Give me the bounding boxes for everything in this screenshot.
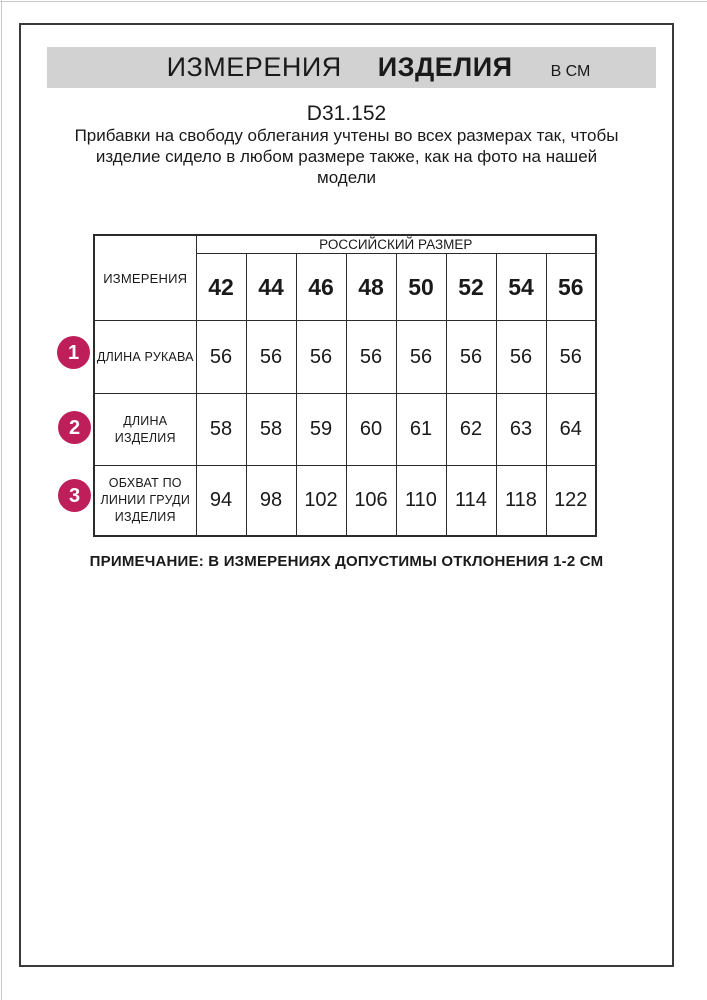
cell-value: 63 <box>496 394 546 466</box>
cell-value: 56 <box>496 321 546 394</box>
cell-value: 64 <box>546 394 596 466</box>
cell-value: 56 <box>246 321 296 394</box>
cell-value: 56 <box>346 321 396 394</box>
cell-value: 56 <box>546 321 596 394</box>
description-line: модели <box>317 168 376 187</box>
note-text: ПРИМЕЧАНИЕ: В ИЗМЕРЕНИЯХ ДОПУСТИМЫ ОТКЛОНЕНИЯ 1-2 СМ <box>89 553 604 570</box>
size-col-header: 44 <box>246 254 296 321</box>
row-label: ОБХВАТ ПО ЛИНИИ ГРУДИ ИЗДЕЛИЯ <box>94 466 196 537</box>
cell-value: 58 <box>196 394 246 466</box>
cell-value: 106 <box>346 466 396 537</box>
size-col-header: 50 <box>396 254 446 321</box>
cell-value: 98 <box>246 466 296 537</box>
size-col-header: 54 <box>496 254 546 321</box>
cell-value: 122 <box>546 466 596 537</box>
table-row <box>94 321 596 394</box>
size-col-header: 46 <box>296 254 346 321</box>
size-table <box>93 234 597 537</box>
cell-value: 61 <box>396 394 446 466</box>
table-row <box>94 466 596 537</box>
cell-value: 114 <box>446 466 496 537</box>
page-title: ИЗМЕРЕНИЯ <box>166 52 342 82</box>
scan-edge-left <box>1 0 2 1000</box>
size-col-header: 52 <box>446 254 496 321</box>
scan-edge-top <box>0 1 707 2</box>
table-group-row <box>94 235 596 254</box>
description-line: Прибавки на свободу облегания учтены во всех размерах так, чтобы <box>74 126 619 145</box>
cell-value: 56 <box>196 321 246 394</box>
size-col-header: 42 <box>196 254 246 321</box>
cell-value: 94 <box>196 466 246 537</box>
table-corner-header: ИЗМЕРЕНИЯ <box>94 235 196 321</box>
row-label: ДЛИНА РУКАВА <box>94 321 196 394</box>
size-col-header: 48 <box>346 254 396 321</box>
description-line: изделие сидело в любом размере также, как на фото на нашей <box>95 147 598 166</box>
table-row <box>94 394 596 466</box>
product-code: D31.152 <box>306 102 387 125</box>
table-group-header: РОССИЙСКИЙ РАЗМЕР <box>196 235 596 254</box>
cell-value: 59 <box>296 394 346 466</box>
cell-value: 102 <box>296 466 346 537</box>
cell-value: 62 <box>446 394 496 466</box>
title-bar <box>47 47 656 88</box>
cell-value: 56 <box>446 321 496 394</box>
cell-value: 110 <box>396 466 446 537</box>
document-page <box>19 23 674 967</box>
cell-value: 58 <box>246 394 296 466</box>
units-label: В СМ <box>550 63 591 80</box>
row-marker-3: 3 <box>58 479 91 512</box>
size-col-header: 56 <box>546 254 596 321</box>
cell-value: 118 <box>496 466 546 537</box>
cell-value: 56 <box>396 321 446 394</box>
page-title-bold: ИЗДЕЛИЯ <box>377 52 513 82</box>
row-marker-2: 2 <box>58 411 91 444</box>
row-label: ДЛИНА ИЗДЕЛИЯ <box>94 394 196 466</box>
row-marker-1: 1 <box>57 336 90 369</box>
cell-value: 56 <box>296 321 346 394</box>
cell-value: 60 <box>346 394 396 466</box>
description-text <box>21 125 672 188</box>
